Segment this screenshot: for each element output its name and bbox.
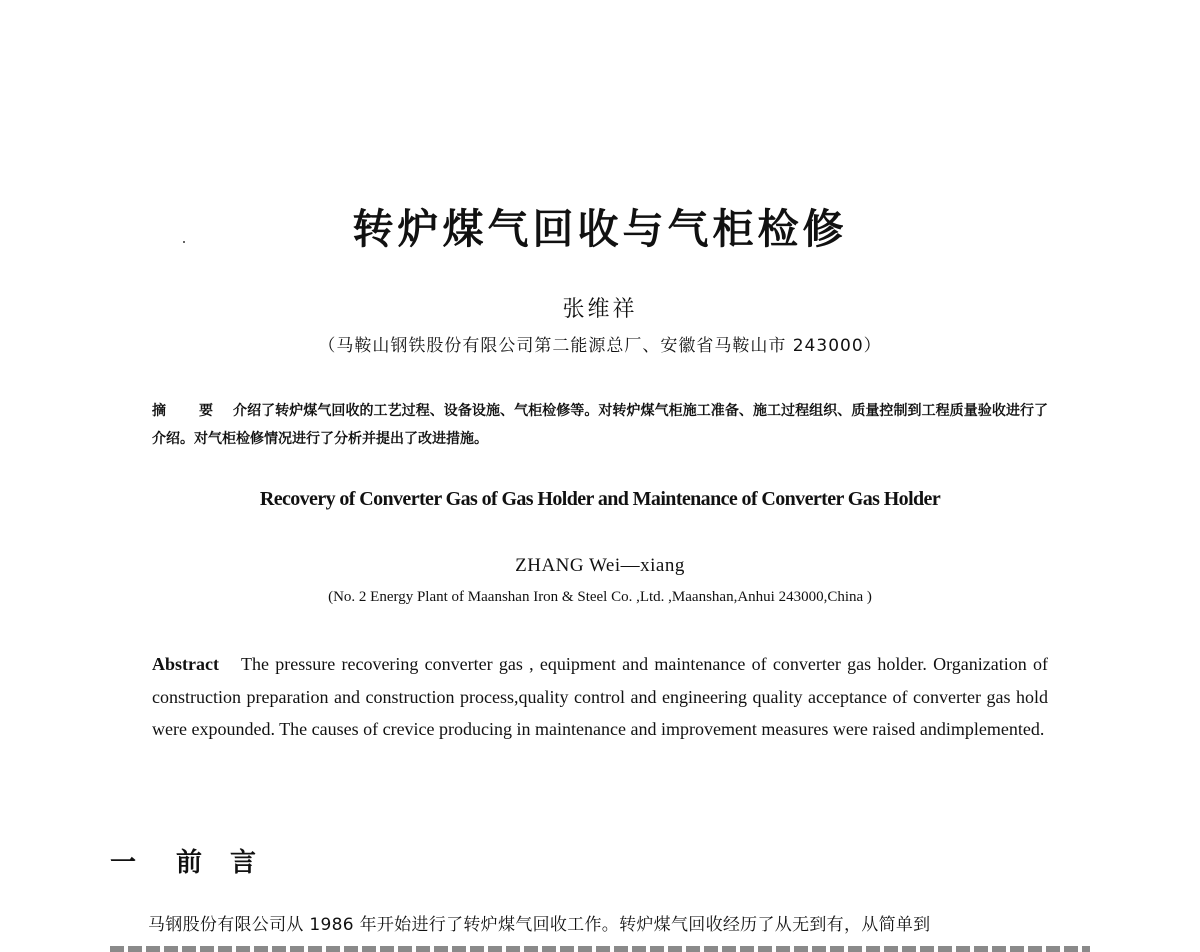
- scan-speck: [183, 241, 185, 243]
- paper-title-en: Recovery of Converter Gas of Gas Holder and Maintenance of Converter Gas Holder: [259, 488, 941, 510]
- abstract-en-text: The pressure recovering converter gas , equipment and maintenance of converter gas holder. Organization of construction preparation and construction process,quality control and engineering quality acceptance of converter gas hold were expounded. The causes of crevice producing in maintenance and improvement measures were raised andimplemented.: [152, 654, 1048, 739]
- truncated-next-line: [110, 941, 1090, 952]
- section-number: 一: [110, 848, 137, 878]
- abstract-en: [152, 648, 1048, 746]
- affiliation-en: (No. 2 Energy Plant of Maanshan Iron & Steel Co. ,Ltd. ,Maanshan,Anhui 243000,China ): [328, 589, 872, 605]
- paper-title-cn: 转炉煤气回收与气柜检修: [352, 205, 848, 253]
- abstract-cn: [152, 397, 1048, 453]
- abstract-en-label: Abstract: [152, 654, 219, 674]
- author-name-en: ZHANG Wei—xiang: [515, 555, 685, 576]
- author-name-cn: 张维祥: [562, 297, 638, 322]
- section-title: 前言: [176, 848, 285, 878]
- affiliation-cn: （马鞍山钢铁股份有限公司第二能源总厂、安徽省马鞍山市 243000）: [318, 336, 882, 356]
- abstract-cn-text: 介绍了转炉煤气回收的工艺过程、设备设施、气柜检修等。对转炉煤气柜施工准备、施工过程组织、质量控制到工程质量验收进行了介绍。对气柜检修情况进行了分析并提出了改进措施。: [152, 403, 1048, 447]
- abstract-cn-label: 摘 要: [152, 403, 228, 419]
- body-paragraph: 马钢股份有限公司从 1986 年开始进行了转炉煤气回收工作。转炉煤气回收经历了从无到有，从简单到: [148, 915, 931, 935]
- section-heading-introduction: [110, 842, 284, 879]
